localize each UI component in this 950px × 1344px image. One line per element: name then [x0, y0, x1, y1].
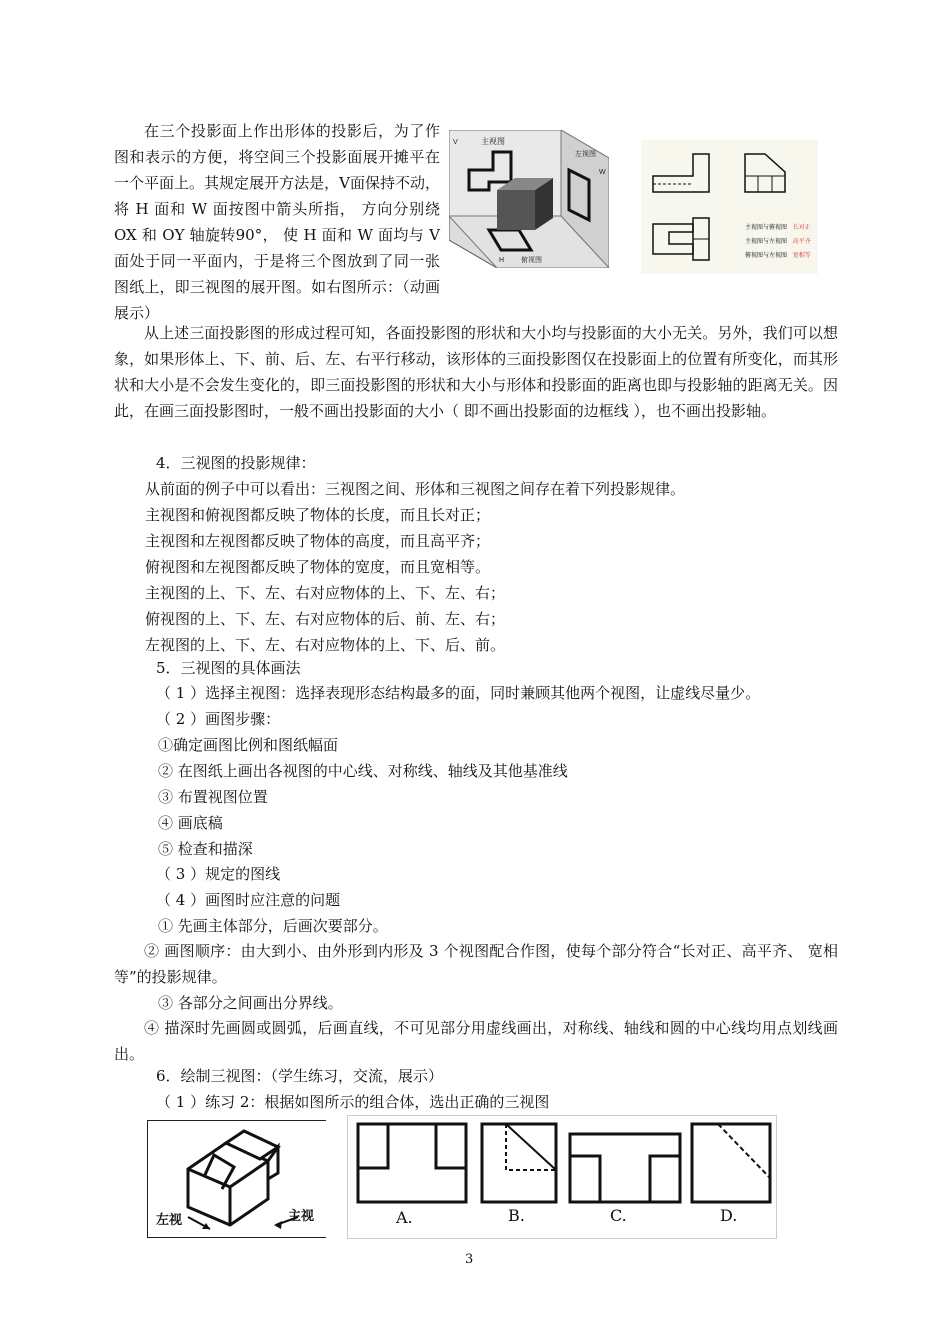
option-b-label: B.: [508, 1206, 525, 1225]
legend-row-1: [745, 222, 811, 231]
section-4-line-4: 俯视图和左视图都反映了物体的宽度，而且宽相等。: [145, 558, 491, 576]
section-4-line-7: 左视图的上、下、左、右对应物体的上、下、后、前。: [145, 636, 506, 654]
step-1: ①确定画图比例和图纸幅面: [158, 736, 339, 754]
box-label-w: W: [599, 169, 606, 176]
section-4-line-1: 从前面的例子中可以看出：三视图之间、形体和三视图之间存在着下列投影规律。: [145, 480, 686, 498]
step-3: ③ 布置视图位置: [158, 788, 268, 806]
step-2: ② 在图纸上画出各视图的中心线、对称线、轴线及其他基准线: [158, 762, 568, 780]
isometric-figure: [147, 1120, 326, 1238]
section-5-heading: 5．三视图的具体画法: [156, 659, 301, 677]
legend-1-right: 长对正: [792, 225, 811, 231]
option-a-label: A.: [396, 1208, 413, 1227]
note-2: [114, 938, 838, 990]
iso-left-label: 左视: [156, 1213, 183, 1228]
box-label-top: 俯视图: [521, 257, 542, 264]
option-d-label: D.: [720, 1206, 738, 1225]
three-views-figure: [641, 140, 818, 274]
option-c-label: C.: [610, 1206, 627, 1225]
legend-row-2: [745, 236, 811, 245]
section-5-item-3: （ 3 ）规定的图线: [156, 865, 281, 883]
legend-3-left: 俯视图与左视图: [745, 253, 788, 259]
section-6-heading: 6．绘制三视图：（学生练习，交流，展示）: [156, 1067, 444, 1085]
note-2-text: ② 画图顺序：由大到小、由外形到内形及 3 个视图配合作图，使每个部分符合“长对正、高平齐、 宽相等”的投影规律。: [114, 942, 838, 986]
section-4-line-6: 俯视图的上、下、左、右对应物体的后、前、左、右；: [145, 610, 506, 628]
note-4: [114, 1015, 838, 1067]
section-5-item-2: （ 2 ）画图步骤：: [156, 710, 281, 728]
legend-2-right: 高平齐: [792, 239, 811, 245]
section-4-heading: 4．三视图的投影规律：: [156, 454, 316, 472]
box-label-left: 左视图: [575, 151, 596, 158]
intro-paragraph: [114, 118, 440, 326]
section-5-item-1: （ 1 ）选择主视图：选择表现形态结构最多的面，同时兼顾其他两个视图，让虚线尽量少。: [156, 684, 761, 702]
section-4-line-2: 主视图和俯视图都反映了物体的长度，而且长对正；: [145, 506, 491, 524]
step-4: ④ 画底稿: [158, 814, 223, 832]
iso-main-label: 主视: [288, 1209, 315, 1224]
legend-1-left: 主视图与俯视图: [745, 225, 788, 231]
note-3: ③ 各部分之间画出分界线。: [158, 994, 343, 1012]
projection-box-figure: [449, 130, 609, 268]
box-label-v: V: [453, 139, 458, 146]
note-1: ① 先画主体部分，后画次要部分。: [158, 917, 388, 935]
page-number: 3: [465, 1252, 474, 1267]
paragraph-2-text: 从上述三面投影图的形成过程可知，各面投影图的形状和大小均与投影面的大小无关。另外，我们可以想象，如果形体上、下、前、后、左、右平行移动，该形体的三面投影图仅在投影面上的位置有所变化，而其形状和大小是不会发生变化的，即三面投影图的形状和大小与形体和投影面的距离也即与投影轴的距离无关。因此，在画三面投影图时，一般不画出投影面的大小（ 即不画出投影面的边框线 ），也不画出投影轴。: [114, 324, 838, 420]
note-4-text: ④ 描深时先画圆或圆弧，后画直线，不可见部分用虚线画出，对称线、轴线和圆的中心线均用点划线画出。: [114, 1019, 838, 1063]
legend-row-3: [745, 250, 811, 259]
section-6-item-1: （ 1 ）练习 2：根据如图所示的组合体，选出正确的三视图: [156, 1093, 550, 1111]
step-5: ⑤ 检查和描深: [158, 840, 253, 858]
section-4-line-5: 主视图的上、下、左、右对应物体的上、下、左、右；: [145, 584, 506, 602]
paragraph-2: [114, 320, 838, 424]
section-5-item-4: （ 4 ）画图时应注意的问题: [156, 891, 341, 909]
legend-2-left: 主视图与左视图: [745, 239, 788, 245]
box-label-h: H: [499, 257, 505, 264]
intro-text: 在三个投影面上作出形体的投影后，为了作图和表示的方便，将空间三个投影面展开摊平在一个平面上。其规定展开方法是，V面保持不动，将 H 面和 W 面按图中箭头所指， 方向分别绕 OX 和 OY 轴旋转90°， 使 H 面和 W 面均与 V 面处于同一平面内，于是将三个图放到了同一张图纸上，即三视图的展开图。如右图所示：（动画展示）: [114, 122, 440, 322]
box-label-main: 主视图: [481, 137, 505, 146]
options-figure: [347, 1115, 777, 1239]
section-4-line-3: 主视图和左视图都反映了物体的高度，而且高平齐；: [145, 532, 491, 550]
legend-3-right: 宽相等: [792, 253, 811, 259]
